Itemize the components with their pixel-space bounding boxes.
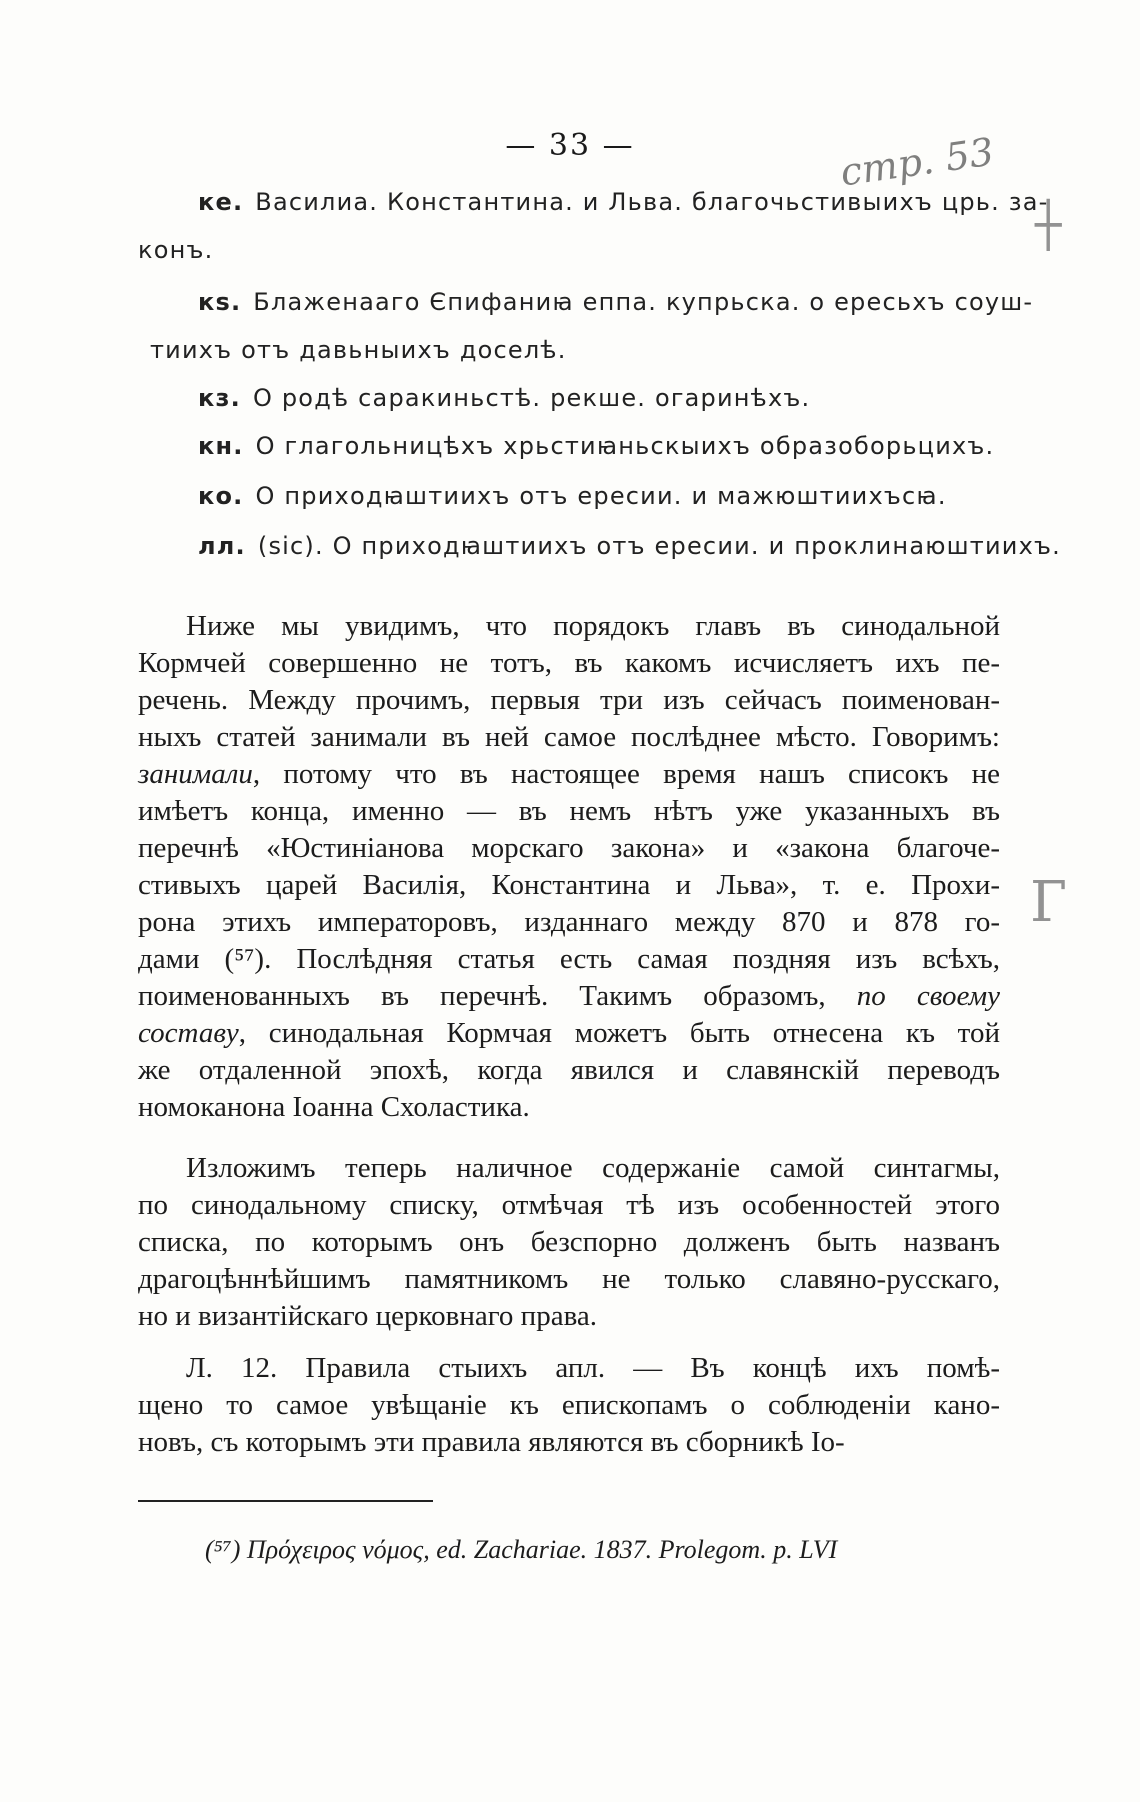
handwritten-margin-note: стр. 53	[837, 129, 997, 195]
margin-bracket-mark: ┼	[1035, 200, 1062, 251]
paragraph-2: Изложимъ теперь наличное содержаніе самой синтагмы, по синодальному списку, отмѣчая тѣ изъ особенностей этого списка, по которымъ онъ безспорно долженъ быть названъ драгоцѣннѣйшимъ памятникомъ не только славяно-русскаго, но и византійскаго церковнаго права.	[138, 1152, 1000, 1332]
footnote: (⁵⁷) Πρόχειρος νόμος, ed. Zachariae. 1837. Prolegom. p. LVI	[205, 1535, 838, 1564]
list-item: ке. Василиа. Константина. и Льва. благочьстивыихъ црь. за-	[198, 188, 1049, 216]
list-item: тиихъ отъ давьныихъ доселѣ.	[150, 336, 567, 364]
margin-bracket-mark: Г	[1030, 870, 1068, 935]
list-item: кн. О глагольницѣхъ хрьстиꙗньскыихъ образоборьцихъ.	[198, 432, 995, 460]
paragraph-3: Л. 12. Правила стыихъ апл. — Въ концѣ ихъ помѣ- щено то самое увѣщаніе къ епископамъ о соблюденіи кано- новъ, съ которымъ эти правила являются въ сборникѣ Іо-	[138, 1352, 1000, 1458]
paragraph-1: Ниже мы увидимъ, что порядокъ главъ въ синодальной Кормчей совершенно не тотъ, въ какомъ исчисляетъ ихъ пе- речень. Между прочимъ, первыя три изъ сейчасъ поименован- ныхъ статей занимали въ ней самое послѣднее мѣсто. Говоримъ: занимали, потому что въ настоящее время нашъ списокъ не имѣетъ конца, именно — въ немъ нѣтъ уже указанныхъ въ перечнѣ «Юстиніанова морскаго закона» и «закона благоче- стивыхъ царей Василія, Константина и Льва», т. е. Прохи- рона этихъ императоровъ, изданнаго между 870 и 878 го- дами (⁵⁷). Послѣдняя статья есть самая поздняя изъ всѣхъ, поименованныхъ въ перечнѣ. Такимъ образомъ, по своему составу, синодальная Кормчая можетъ быть отнесена къ той же отдаленной эпохѣ, когда явился и славянскій переводъ номоканона Іоанна Схоластика.	[138, 610, 1001, 1123]
list-item: ко. О приходꙗштиихъ отъ ересии. и мажюштиихъсꙗ.	[198, 482, 947, 510]
page-number: — 33 —	[505, 128, 635, 163]
list-item: конъ.	[138, 236, 214, 264]
list-item: кз. О родѣ саракиньстѣ. рекше. огаринѣхъ.	[198, 384, 811, 412]
list-item: лл. (sic). О приходꙗштиихъ отъ ересии. и проклинаюштиихъ.	[198, 532, 1061, 560]
footnote-divider	[138, 1500, 433, 1502]
list-item: кѕ. Блаженааго Єпифаниꙗ еппа. купрьска. о ересьхъ соуш-	[198, 288, 1034, 316]
